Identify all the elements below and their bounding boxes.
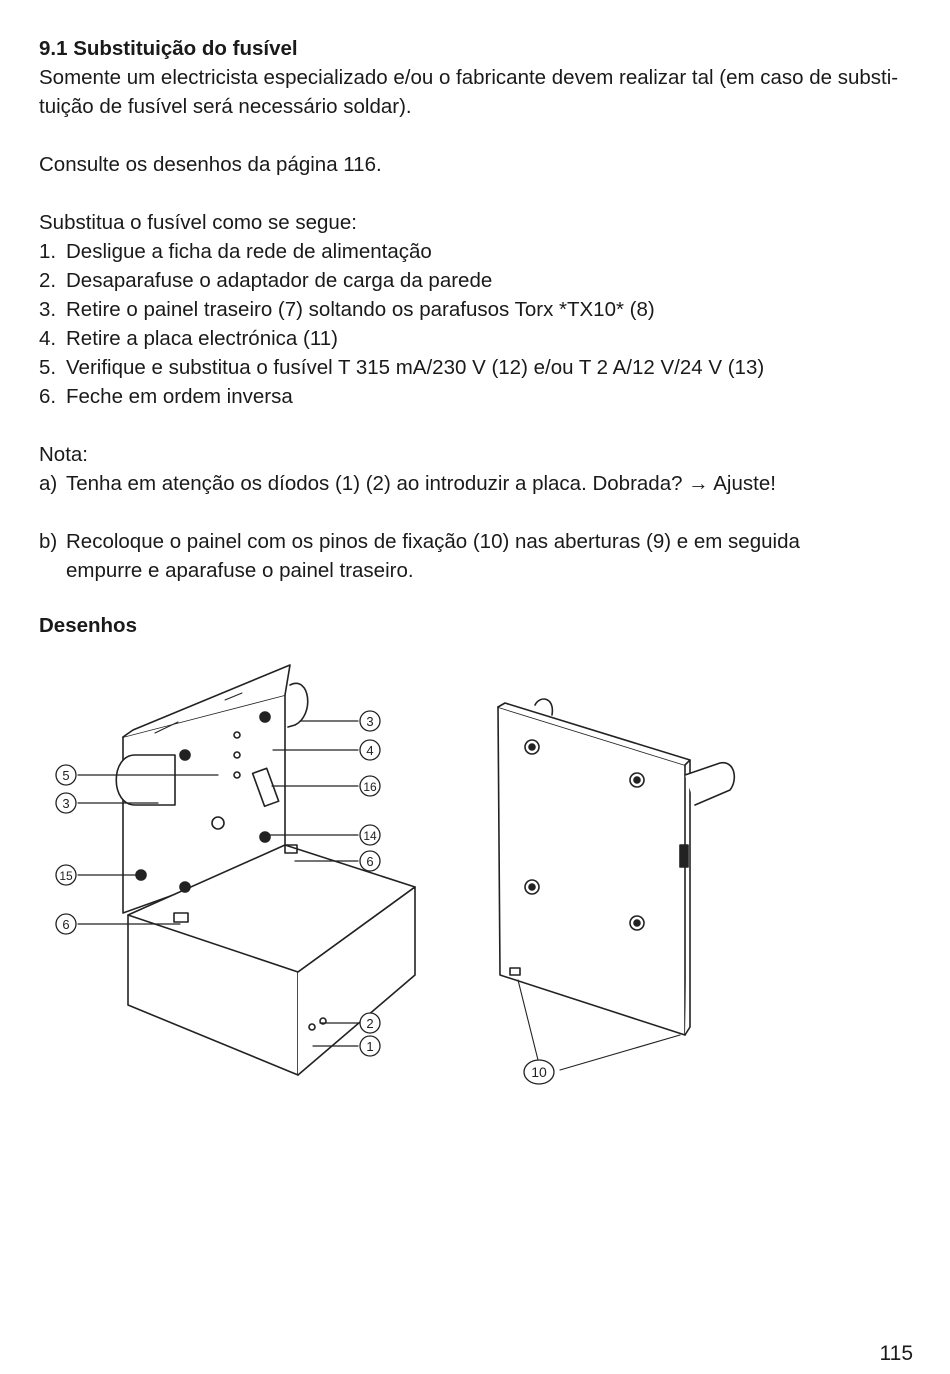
step-item xyxy=(39,324,919,353)
callout-16 xyxy=(360,776,380,796)
step-text: Desaparafuse o adaptador de carga da parede xyxy=(66,269,493,292)
note-item-continued xyxy=(39,556,919,585)
svg-text:4: 4 xyxy=(366,743,374,758)
drawings-title: Desenhos xyxy=(39,614,137,637)
note-label: Nota: xyxy=(39,443,88,466)
callout-6-right xyxy=(360,851,380,871)
step-number: 2. xyxy=(39,269,57,292)
callout-5 xyxy=(56,765,76,785)
note-letter: a) xyxy=(39,472,58,495)
callout-2 xyxy=(360,1013,380,1033)
callout-10 xyxy=(524,1060,554,1084)
svg-text:1: 1 xyxy=(366,1039,374,1054)
note-letter: b) xyxy=(39,530,58,553)
callout-4 xyxy=(360,740,380,760)
note-text: Tenha em atenção os díodos (1) (2) ao introduzir a placa. Dobrada? → Ajuste! xyxy=(66,472,776,495)
step-text: Verifique e substitua o fusível T 315 mA/230 V (12) e/ou T 2 A/12 V/24 V (13) xyxy=(66,356,765,379)
step-item xyxy=(39,266,919,295)
reference-text: Consulte os desenhos da página 116. xyxy=(39,153,382,176)
svg-text:5: 5 xyxy=(62,768,70,783)
step-number: 1. xyxy=(39,240,57,263)
step-item xyxy=(39,237,919,266)
callout-15 xyxy=(56,865,76,885)
svg-text:6: 6 xyxy=(366,854,374,869)
step-number: 6. xyxy=(39,385,57,408)
body-text xyxy=(39,34,919,585)
callout-3-top xyxy=(360,711,380,731)
step-text: Feche em ordem inversa xyxy=(66,385,293,408)
step-text: Retire a placa electrónica (11) xyxy=(66,327,338,350)
svg-text:14: 14 xyxy=(363,829,377,843)
svg-text:16: 16 xyxy=(363,780,377,794)
svg-text:15: 15 xyxy=(59,869,73,883)
callout-14 xyxy=(360,825,380,845)
intro-line-2: tuição de fusível será necessário soldar). xyxy=(39,95,412,118)
page-number: 115 xyxy=(879,1342,913,1365)
section-heading: 9.1 Substituição do fusível xyxy=(39,37,298,60)
svg-text:3: 3 xyxy=(366,714,374,729)
callout-1 xyxy=(360,1036,380,1056)
step-item xyxy=(39,382,919,411)
callout-6-left xyxy=(56,914,76,934)
step-number: 5. xyxy=(39,356,57,379)
svg-text:6: 6 xyxy=(62,917,70,932)
svg-text:10: 10 xyxy=(531,1064,547,1080)
note-text: Recoloque o painel com os pinos de fixação (10) nas aberturas (9) e em seguida xyxy=(66,530,800,553)
step-number: 4. xyxy=(39,327,57,350)
step-item xyxy=(39,295,919,324)
step-text: Desligue a ficha da rede de alimentação xyxy=(66,240,432,263)
note-item xyxy=(39,527,919,556)
steps-intro: Substitua o fusível como se segue: xyxy=(39,211,357,234)
step-text: Retire o painel traseiro (7) soltando os parafusos Torx *TX10* (8) xyxy=(66,298,655,321)
device-drawings xyxy=(40,655,800,1095)
step-item xyxy=(39,353,919,382)
callout-3-left xyxy=(56,793,76,813)
step-number: 3. xyxy=(39,298,57,321)
intro-line-1: Somente um electricista especializado e/ou o fabricante devem realizar tal (em caso de substi- xyxy=(39,66,899,89)
note-item xyxy=(39,469,919,498)
back-panel-drawing xyxy=(498,699,734,1070)
svg-text:2: 2 xyxy=(366,1016,374,1031)
svg-text:3: 3 xyxy=(62,796,70,811)
note-text: empurre e aparafuse o painel traseiro. xyxy=(66,559,414,582)
